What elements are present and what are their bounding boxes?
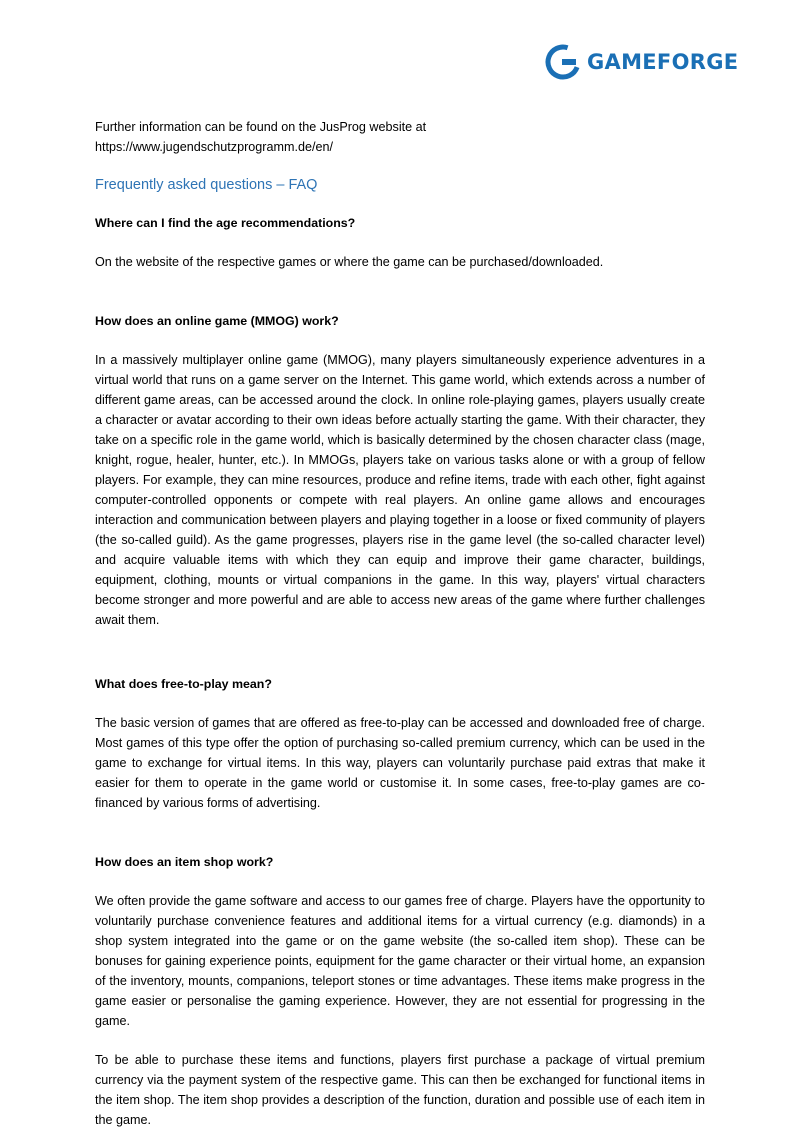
faq-answer: In a massively multiplayer online game (MMOG), many players simultaneously experience adventures in a virtual world that runs on a game server on the Internet. This game world, which extends across a number of different game areas, can be accessed around the clock. In online role-playing games, players usually create a character or avatar according to their own ideas before actually starting the game. With their character, they take on a specific role in the game world, which is basically determined by the chosen character class (mage, knight, rogue, healer, hunter, etc.). In MMOGs, players take on various tasks alone or with a group of fellow players. For example, they can mine resources, produce and refine items, trade with each other, fight against computer-controlled opponents or compete with real players. An online game allows and encourages interaction and communication between players and playing together in a loose or fixed community of players (the so-called guild). As the game progresses, players rise in the game level (the so-called character level) and acquire valuable items with which they can equip and improve their game character, buildings, equipment, clothing, mounts or virtual companions in the game. In this way, players' virtual characters become stronger and more powerful and are able to access new areas of the game where further challenges await them. xyxy=(95,353,705,627)
faq-heading: Frequently asked questions – FAQ xyxy=(95,177,318,193)
faq-question: How does an online game (MMOG) work? xyxy=(95,314,339,328)
faq-answer: We often provide the game software and access to our games free of charge. Players have the opportunity to voluntarily purchase convenience features and additional items for a virtual currency (e.g. diamonds) in a shop system integrated into the game or on the game website (the so-called item shop). These can be bonuses for gaining experience points, equipment for the game character or their virtual home, an expansion of the inventory, mounts, companions, teleport stones or time advantages. These items make progress in the game easier or personalise the gaming experience. However, they are not essential for progressing in the game. xyxy=(95,894,705,1028)
gameforge-logo-text: GAMEFORGE xyxy=(587,49,739,74)
jusprog-url: https://www.jugendschutzprogramm.de/en/ xyxy=(95,140,334,154)
gameforge-logo xyxy=(545,44,738,80)
document-body xyxy=(95,117,705,1130)
faq-question: What does free-to-play mean? xyxy=(95,677,272,691)
intro-line: Further information can be found on the JusProg website at xyxy=(95,120,427,134)
faq-answer: To be able to purchase these items and functions, players first purchase a package of virtual premium currency via the payment system of the respective game. This can then be exchanged for functional items in the item shop. The item shop provides a description of the function, duration and possible use of each item in the game. xyxy=(95,1053,705,1127)
faq-question: How does an item shop work? xyxy=(95,855,274,869)
faq-answer: The basic version of games that are offered as free-to-play can be accessed and downloaded free of charge. Most games of this type offer the option of purchasing so-called premium currency, which can be used in the game to exchange for virtual items. In this way, players can voluntarily purchase paid extras that make it easier for them to operate in the game world or customise it. In some cases, free-to-play games are co-financed by various forms of advertising. xyxy=(95,716,705,810)
gameforge-logo-icon xyxy=(545,44,581,80)
faq-answer: On the website of the respective games or where the game can be purchased/downloaded. xyxy=(95,255,604,269)
faq-question: Where can I find the age recommendations? xyxy=(95,216,356,230)
